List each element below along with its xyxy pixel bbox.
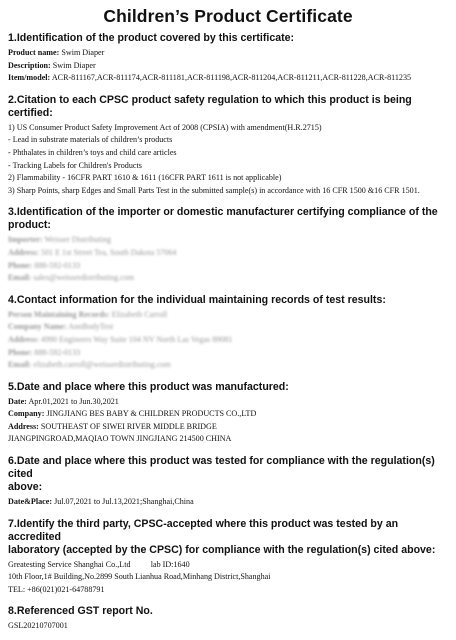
manufacture-address-line-2: JIANGPINGROAD,MAQIAO TOWN JINGJIANG 214500 CHINA — [8, 434, 232, 444]
records-email-row — [8, 359, 448, 372]
section-6-heading-cont: above: — [8, 481, 43, 494]
importer-address-value: 501 E 1st Street Tea, South Dakota 57064 — [38, 247, 177, 257]
importer-row — [8, 234, 448, 247]
regulation-line: 2) Flammability - 16CFR PART 1610 & 1611 (16CFR PART 1611 is not applicable) — [8, 173, 282, 183]
section-regulations — [8, 94, 448, 198]
section-third-party-lab — [8, 518, 448, 597]
section-report-number — [8, 605, 448, 633]
item-model-label: Item/model: — [8, 73, 51, 83]
regulation-line: - Phthalates in children’s toys and child care articles — [8, 147, 177, 157]
records-person-value: Elizabeth Carroll — [109, 309, 168, 319]
item-model-value: ACR-811167,ACR-811174,ACR-811181,ACR-811198,ACR-811204,ACR-811211,ACR-811228,ACR-811235 — [50, 73, 412, 83]
manufacture-address-label: Address: — [8, 421, 39, 431]
manufacture-date-label: Date: — [8, 396, 27, 406]
manufacture-address-row — [8, 421, 448, 434]
importer-email-row — [8, 272, 448, 285]
description-value: Swim Diaper — [50, 60, 96, 70]
section-records-contact — [8, 294, 448, 372]
regulation-line: - Tracking Labels for Children's Products — [8, 160, 142, 170]
section-6-heading: 6.Date and place where this product was tested for compliance with the regulation(s) cited — [8, 455, 435, 481]
manufacture-company-value: JINGJIANG BES BABY & CHILDREN PRODUCTS CO.,LTD — [44, 409, 257, 419]
test-date-place-label: Date&Place: — [8, 497, 53, 507]
importer-email-label: Email: — [8, 273, 32, 283]
records-company-row — [8, 321, 448, 334]
records-phone-value: 888-592-0133 — [32, 347, 81, 357]
product-name-label: Product name: — [8, 48, 60, 57]
manufacture-date-row — [8, 396, 448, 409]
section-3-heading: 3.Identification of the importer or domestic manufacturer certifying compliance of the product: — [8, 206, 438, 232]
records-address-row — [8, 334, 448, 347]
section-8-heading: 8.Referenced GST report No. — [8, 605, 153, 618]
records-phone-label: Phone: — [8, 347, 33, 357]
importer-phone-label: Phone: — [8, 260, 33, 270]
importer-phone-row — [8, 260, 448, 273]
description-label: Description: — [8, 60, 51, 70]
section-manufacture — [8, 381, 448, 446]
section-5-heading: 5.Date and place where this product was manufactured: — [8, 380, 289, 393]
lab-name-row: Greatesting Service Shanghai Co.,Ltd lab ID:1640 — [8, 559, 190, 569]
lab-tel-row: TEL: +86(021)021-64788791 — [8, 584, 105, 594]
records-person-label: Person Maintaining Records: — [8, 309, 110, 319]
section-importer — [8, 206, 448, 284]
importer-address-row — [8, 247, 448, 260]
item-model-row — [8, 72, 448, 85]
regulation-line: - Lead in substrate materials of children’s products — [8, 135, 173, 145]
test-date-place-value: Jul.07,2021 to Jul.13,2021;Shanghai,China — [52, 497, 194, 507]
importer-value: Weisser Distributing — [42, 235, 112, 245]
page-title: Children’s Product Certificate — [103, 6, 353, 26]
records-email-value: elizabeth.carroll@weisserdistributing.com — [31, 360, 171, 370]
importer-email-value: sales@weisserdistributing.com — [31, 273, 135, 283]
report-number-value: GSL20210707001 — [8, 621, 68, 631]
regulation-line: 1) US Consumer Product Safety Improvement Act of 2008 (CPSIA) with amendment(H.R.2715) — [8, 122, 322, 132]
section-testing — [8, 455, 448, 509]
records-person-row — [8, 309, 448, 322]
manufacture-company-label: Company: — [8, 409, 45, 419]
records-company-value: AnnBodyTest — [66, 322, 114, 332]
product-name-value: Swim Diaper — [59, 48, 105, 57]
records-company-label: Company Name: — [8, 322, 67, 332]
importer-phone-value: 888-592-0133 — [32, 260, 81, 270]
section-7-heading: 7.Identify the third party, CPSC-accepted where this product was tested by an accredited — [8, 517, 399, 543]
records-address-value: 4990 Engineers Way Suite 104 NV North Las Vegas 89081 — [38, 334, 233, 344]
test-date-place-row — [8, 496, 448, 509]
records-phone-row — [8, 347, 448, 360]
regulation-line: 3) Sharp Points, sharp Edges and Small Parts Test in the submitted sample(s) in accordance with 16 CFR 1500 &16 CFR 1501. — [8, 185, 420, 195]
section-2-heading: 2.Citation to each CPSC product safety regulation to which this product is being certified: — [8, 93, 412, 119]
section-7-heading-cont: laboratory (accepted by the CPSC) for compliance with the regulation(s) cited above: — [8, 543, 436, 556]
section-1-heading: 1.Identification of the product covered by this certificate: — [8, 32, 295, 44]
importer-address-label: Address: — [8, 247, 39, 257]
manufacture-company-row — [8, 408, 448, 421]
importer-label: Importer: — [8, 235, 43, 245]
section-4-heading: 4.Contact information for the individual maintaining records of test results: — [8, 293, 386, 306]
records-email-label: Email: — [8, 360, 32, 370]
records-address-label: Address: — [8, 334, 39, 344]
lab-address-row: 10th Floor,1# Building,No.2899 South Lianhua Road,Minhang District,Shanghai — [8, 572, 271, 582]
product-name-row — [8, 47, 448, 60]
manufacture-date-value: Apr.01,2021 to Jun.30,2021 — [26, 396, 119, 406]
manufacture-address-value: SOUTHEAST OF SIWEI RIVER MIDDLE BRIDGE — [38, 421, 217, 431]
section-product-identification — [8, 32, 448, 85]
description-row — [8, 60, 448, 73]
